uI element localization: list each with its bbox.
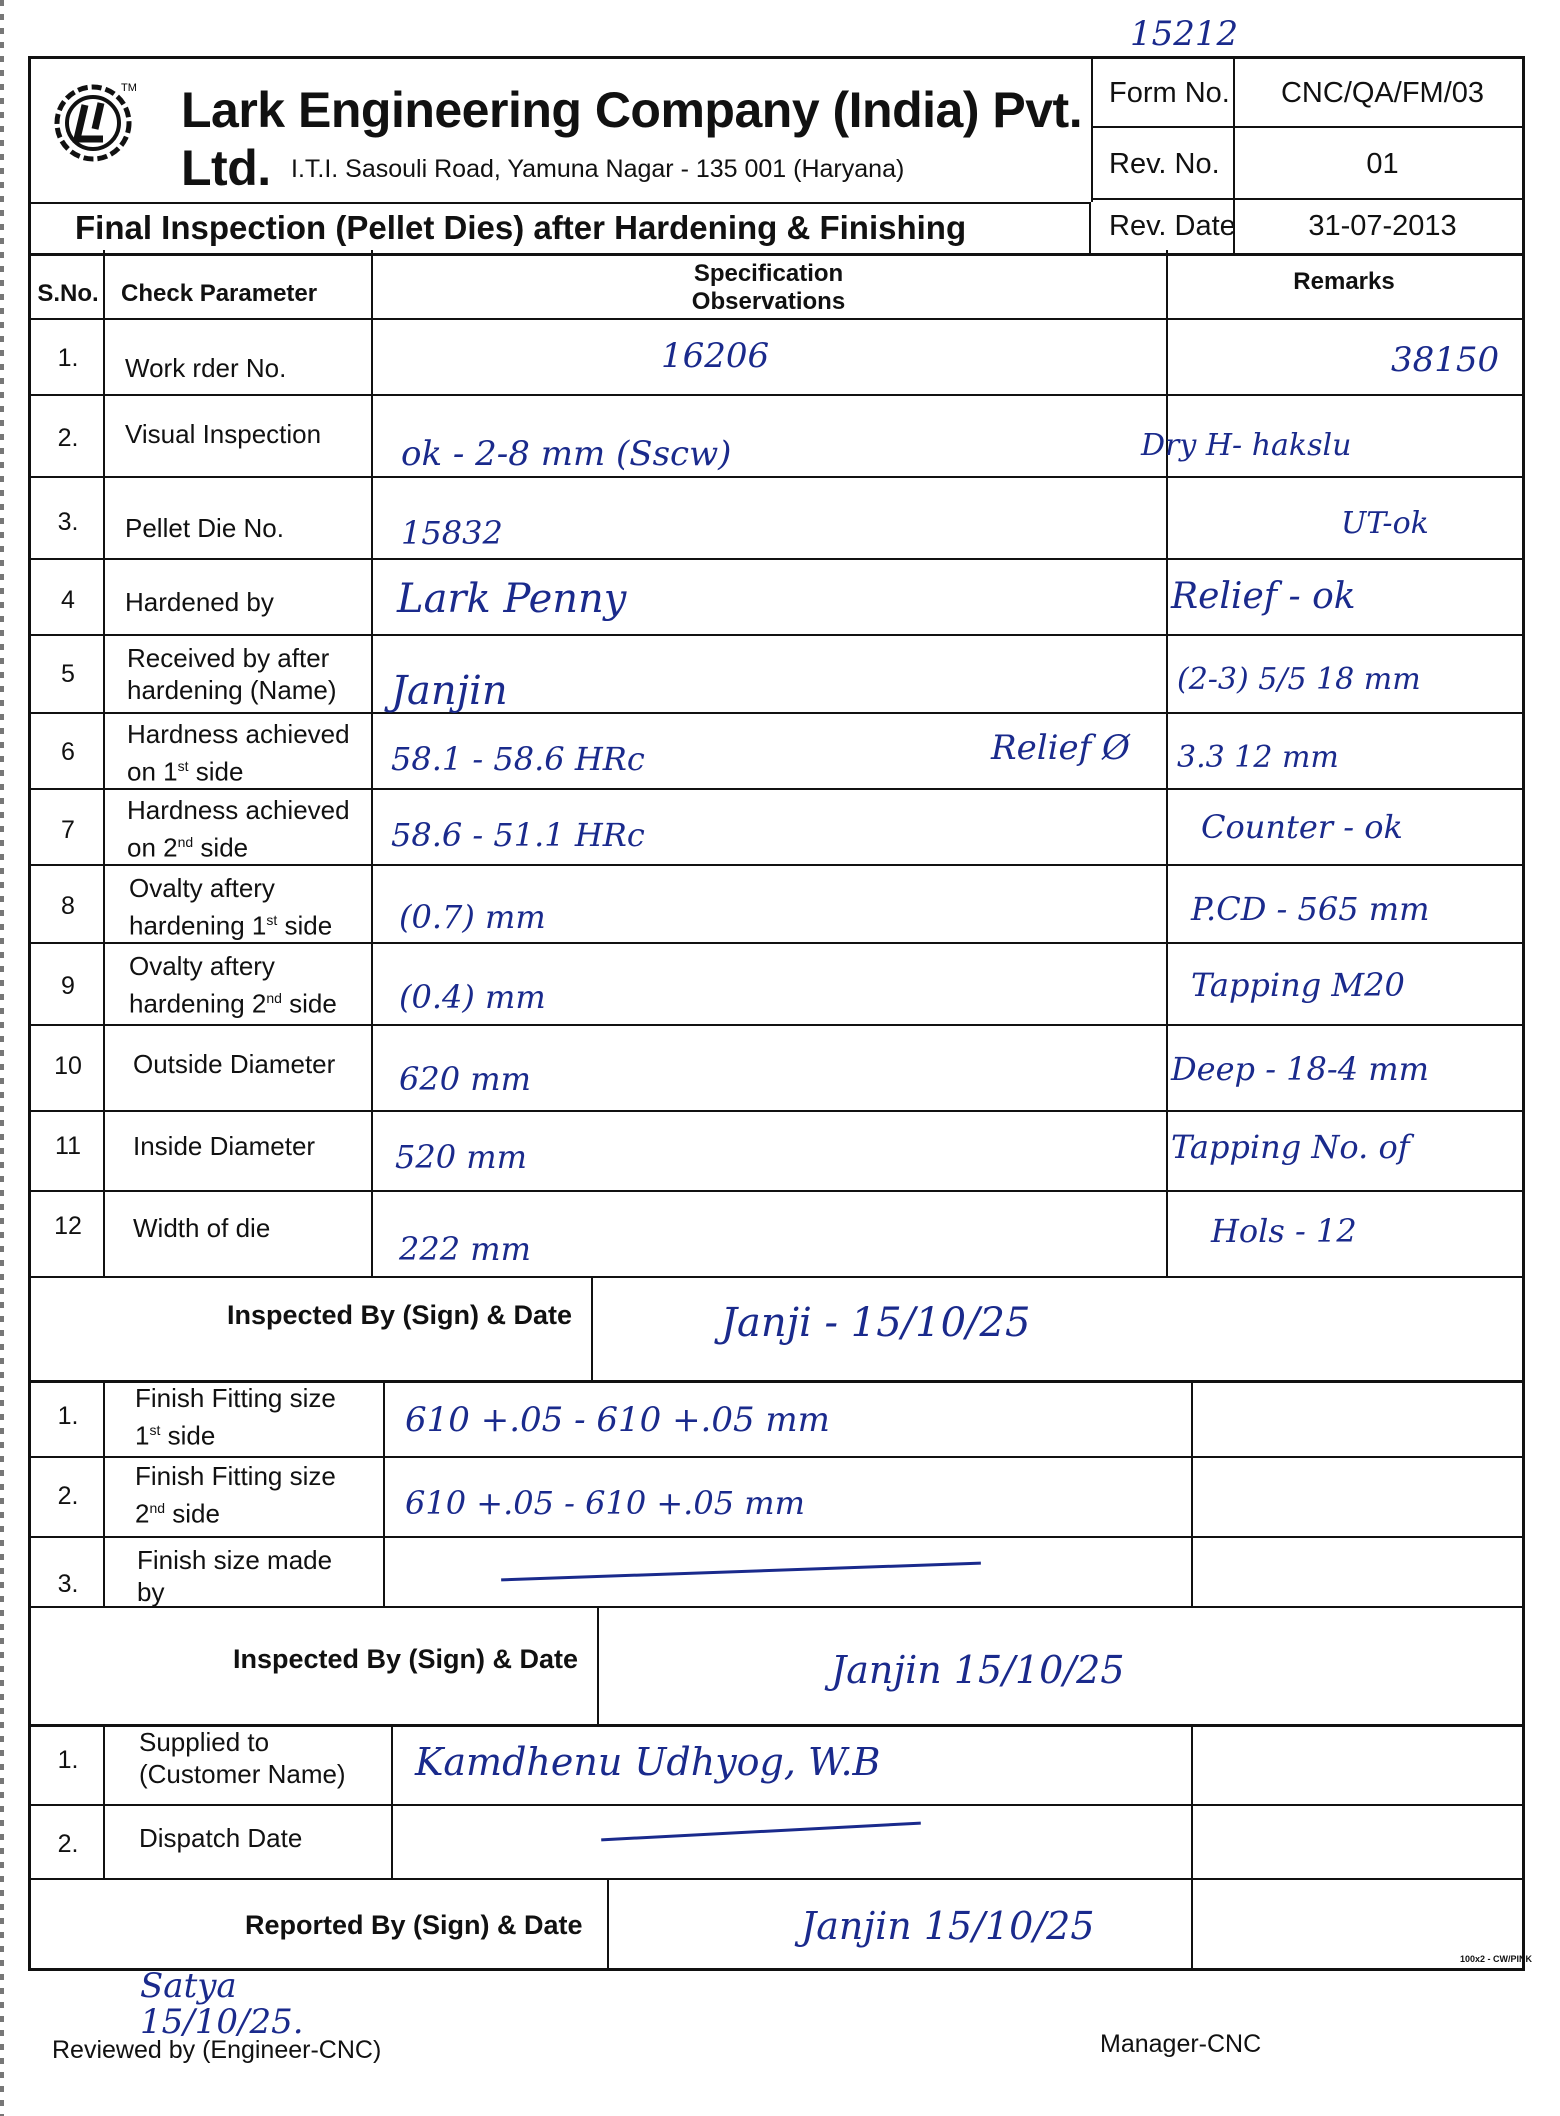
- blank-strike-line: [601, 1822, 921, 1842]
- row-remark: Counter - ok: [1201, 808, 1403, 846]
- row-remark: 3.3 12 mm: [1177, 740, 1339, 775]
- row-observation: Janjin: [391, 668, 508, 714]
- row-remark: Relief - ok: [1171, 576, 1356, 617]
- row-param: [129, 872, 332, 942]
- meta-row-rev-no: [1093, 128, 1522, 200]
- top-handwritten-note: 15212: [1130, 14, 1239, 54]
- finish-row-observation: 610 +.05 - 610 +.05 mm: [405, 1400, 830, 1440]
- meta-label: Rev. Date: [1109, 210, 1236, 242]
- row-remark: UT-ok: [1341, 506, 1429, 541]
- finish-row-sno: 1.: [57, 1402, 79, 1430]
- param-ordinal: st: [266, 912, 278, 928]
- param-line: Hardness achieved: [127, 719, 350, 749]
- param-line: Finish Fitting size: [135, 1383, 336, 1413]
- row-sno: 2.: [57, 424, 79, 452]
- inspected-by-signature-2: Janjin 15/10/25: [831, 1648, 1125, 1692]
- blank-strike-line: [501, 1562, 981, 1582]
- param-line: side: [193, 832, 249, 863]
- reported-by-signature: Janjin 15/10/25: [801, 1904, 1095, 1948]
- meta-label: Rev. No.: [1109, 148, 1220, 180]
- row-remark: (2-3) 5/5 18 mm: [1177, 662, 1421, 697]
- param-line: by: [137, 1577, 165, 1607]
- meta-value: 31-07-2013: [1308, 210, 1457, 242]
- row-observation: 58.1 - 58.6 HRc: [391, 740, 645, 778]
- form-title: Final Inspection (Pellet Dies) after Hardening & Finishing: [31, 202, 1091, 253]
- finish-row-observation: 610 +.05 - 610 +.05 mm: [405, 1484, 805, 1522]
- row-sno: 7: [61, 816, 75, 844]
- param-line: hardening (Name): [127, 675, 337, 705]
- row-observation: 58.6 - 51.1 HRc: [391, 816, 645, 854]
- supply-row-param: Dispatch Date: [139, 1823, 303, 1853]
- param-line: 1: [135, 1420, 150, 1451]
- inspected-by-label-2: Inspected By (Sign) & Date: [233, 1644, 579, 1674]
- row-param: [127, 794, 350, 864]
- col-header-remarks: Remarks: [1293, 268, 1395, 295]
- row-remark: Dry H- hakslu: [1141, 428, 1352, 463]
- row-observation: 16206: [661, 336, 770, 376]
- row-observation: (0.7) mm: [399, 898, 546, 936]
- finish-row-param: [137, 1544, 332, 1608]
- row-remark: Hols - 12: [1211, 1212, 1357, 1250]
- param-line: Ovalty aftery: [129, 951, 275, 981]
- param-line: Received by after: [127, 643, 330, 673]
- supply-row-observation: Kamdhenu Udhyog, W.B: [415, 1740, 881, 1784]
- row-observation: ok - 2-8 mm (Sscw): [401, 434, 732, 474]
- param-line: side: [281, 988, 337, 1019]
- supply-row-param: [139, 1726, 346, 1790]
- col-header-spec: Specification: [693, 260, 844, 287]
- row-param: Work rder No.: [125, 353, 287, 383]
- param-ordinal: st: [149, 1422, 161, 1438]
- supply-row-sno: 2.: [57, 1830, 79, 1858]
- row-remark: Tapping No. of: [1171, 1128, 1410, 1166]
- row-param: Inside Diameter: [133, 1131, 316, 1161]
- col-header-sno: S.No.: [37, 280, 99, 307]
- reviewer-signature: Satya 15/10/25.: [140, 1966, 304, 2042]
- param-line: Hardness achieved: [127, 795, 350, 825]
- row-sno: 4: [61, 586, 75, 614]
- param-line: (Customer Name): [139, 1759, 346, 1789]
- row-param: Width of die: [133, 1213, 271, 1243]
- row-param: Pellet Die No.: [125, 513, 284, 543]
- supply-row-sno: 1.: [57, 1746, 79, 1774]
- row-sno: 6: [61, 738, 75, 766]
- reported-by-label: Reported By (Sign) & Date: [245, 1910, 583, 1940]
- row-remark: Deep - 18-4 mm: [1171, 1050, 1429, 1088]
- inspected-by-label-1: Inspected By (Sign) & Date: [227, 1300, 573, 1330]
- param-line: 2: [135, 1498, 150, 1529]
- row-param: [127, 642, 337, 706]
- row-observation: (0.4) mm: [399, 978, 546, 1016]
- print-code: 100x2 - CW/PINK: [1460, 1954, 1533, 1964]
- meta-value: 01: [1366, 148, 1399, 180]
- col-header-obs: Observations: [691, 288, 846, 315]
- row-param: [129, 950, 337, 1020]
- finish-row-param: [135, 1460, 336, 1530]
- row-sno: 1.: [57, 344, 79, 372]
- row-param: Visual Inspection: [125, 419, 322, 449]
- manager-label: Manager-CNC: [1100, 2030, 1262, 2058]
- row-observation: Lark Penny: [397, 576, 627, 622]
- meta-row-rev-date: [1093, 200, 1522, 253]
- row-sno: 9: [61, 972, 75, 1000]
- param-line: side: [160, 1420, 216, 1451]
- meta-label: Form No.: [1109, 77, 1230, 109]
- row-sno: 5: [61, 660, 75, 688]
- meta-row-form-no: [1093, 59, 1522, 128]
- row-remark: 38150: [1391, 340, 1500, 380]
- finish-row-param: [135, 1382, 336, 1452]
- row-param: Outside Diameter: [133, 1049, 336, 1079]
- row-sno: 12: [54, 1212, 82, 1240]
- company-name: Lark Engineering Company (India) Pvt. Ltd.: [181, 82, 1083, 196]
- param-line: on 2: [127, 832, 178, 863]
- inspected-by-signature-1: Janji - 15/10/25: [721, 1300, 1031, 1346]
- reviewed-by-label: Reviewed by (Engineer-CNC): [52, 2036, 382, 2064]
- param-ordinal: nd: [177, 834, 194, 850]
- row-param: [127, 718, 350, 788]
- col-header-param: Check Parameter: [121, 280, 318, 307]
- param-line: side: [277, 910, 333, 941]
- param-line: on 1: [127, 756, 178, 787]
- param-line: side: [188, 756, 244, 787]
- row-observation-extra: Relief Ø: [991, 728, 1130, 768]
- row-observation: 620 mm: [399, 1060, 531, 1098]
- company-logo-icon: [51, 77, 141, 167]
- row-observation: 222 mm: [399, 1230, 531, 1268]
- row-remark: Tapping M20: [1191, 966, 1405, 1004]
- param-line: Finish size made: [137, 1545, 333, 1575]
- finish-row-sno: 3.: [57, 1570, 79, 1598]
- meta-value: CNC/QA/FM/03: [1280, 77, 1485, 109]
- form-header: [28, 56, 1525, 256]
- param-line: hardening 1: [129, 910, 267, 941]
- row-observation: 15832: [401, 514, 503, 552]
- param-ordinal: nd: [266, 990, 282, 1006]
- row-remark: P.CD - 565 mm: [1191, 890, 1430, 928]
- trademark-mark: TM: [121, 82, 137, 94]
- row-param: Hardened by: [125, 587, 274, 617]
- param-ordinal: nd: [149, 1500, 166, 1516]
- company-block: [31, 59, 1093, 202]
- company-address: I.T.I. Sasouli Road, Yamuna Nagar - 135 001 (Haryana): [291, 155, 905, 183]
- finish-row-sno: 2.: [57, 1482, 79, 1510]
- param-ordinal: st: [177, 758, 189, 774]
- param-line: side: [165, 1498, 220, 1529]
- row-observation: 520 mm: [395, 1138, 527, 1176]
- param-line: Finish Fitting size: [135, 1461, 336, 1491]
- perforated-edge: [0, 0, 4, 2116]
- row-sno: 3.: [57, 508, 79, 536]
- row-sno: 10: [54, 1052, 82, 1080]
- param-line: Ovalty aftery: [129, 873, 275, 903]
- row-sno: 11: [55, 1132, 81, 1160]
- param-line: Supplied to: [139, 1727, 270, 1757]
- inspection-table: [28, 250, 1525, 1971]
- row-sno: 8: [61, 892, 75, 920]
- param-line: hardening 2: [129, 988, 267, 1019]
